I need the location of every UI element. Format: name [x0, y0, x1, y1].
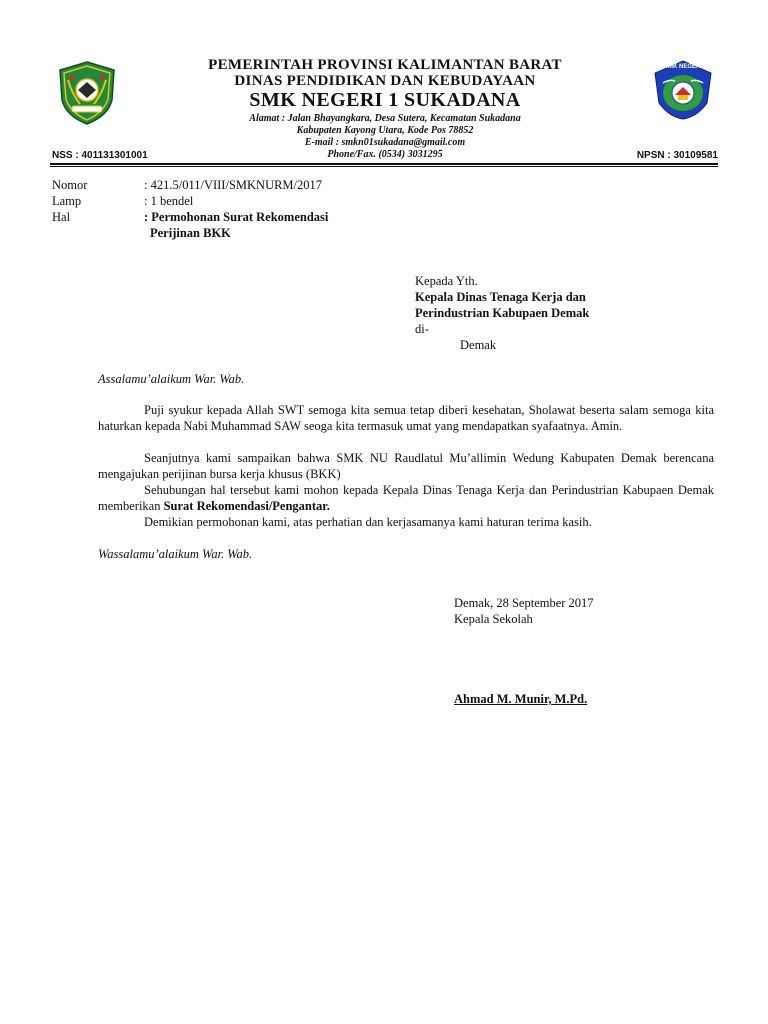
lamp-value: : 1 bendel — [144, 194, 194, 208]
letterhead-department: DINAS PENDIDIKAN DAN KEBUDAYAAN — [234, 73, 536, 89]
nomor-value: : 421.5/011/VIII/SMKNURM/2017 — [144, 178, 323, 192]
letterhead-email: E-mail : smkn01sukadana@gmail.com — [304, 137, 466, 148]
signatory-name: Ahmad M. Munir, M.Pd. — [454, 692, 588, 706]
paragraph-3-bold: Surat Rekomendasi/Pengantar. — [163, 499, 330, 513]
paragraph-4: Demikian permohonan kami, atas perhatian dan kerjasamanya kami haturan terima kasih. — [144, 515, 592, 529]
hal-value-line-1: : Permohonan Surat Rekomendasi — [144, 210, 329, 224]
letterhead-address-1: Alamat : Jalan Bhayangkara, Desa Sutera, Kecamatan Sukadana — [249, 113, 521, 124]
greeting: Assalamu’alaikum War. Wab. — [98, 372, 245, 386]
letterhead-divider-thin — [50, 166, 718, 167]
letterhead-school-name: SMK NEGERI 1 SUKADANA — [249, 89, 521, 111]
recipient-di: di- — [415, 322, 429, 336]
recipient-city: Demak — [460, 338, 497, 352]
paragraph-2: Seanjutnya kami sampaikan bahwa SMK NU Raudlatul Mu’allimin Wedung Kabupaten Demak berencana mengajukan perijinan bursa kerja khusus (BKK) — [98, 451, 714, 481]
province-emblem-icon — [56, 60, 118, 126]
lamp-label: Lamp — [52, 194, 82, 208]
npsn-number: NPSN : 30109581 — [636, 150, 718, 161]
paragraph-1: Puji syukur kepada Allah SWT semoga kita semua tetap diberi kesehatan, Sholawat beserta salam semoga kita haturkan kepada Nabi Muhammad SAW seoga kita termasuk umat yang mendapatkan syafaatnya. Amin. — [98, 403, 714, 433]
place-date: Demak, 28 September 2017 — [454, 596, 594, 610]
recipient-title-2: Perindustrian Kabupaen Demak — [415, 306, 590, 320]
signatory-position: Kepala Sekolah — [454, 612, 533, 626]
nomor-label: Nomor — [52, 178, 88, 192]
hal-value-line-2: Perijinan BKK — [150, 226, 231, 240]
recipient-salutation: Kepada Yth. — [415, 274, 478, 288]
hal-label: Hal — [52, 210, 71, 224]
paragraph-3-text: Sehubungan hal tersebut kami mohon kepada Kepala Dinas Tenaga Kerja dan Perindustrian Kabupaen Demak memberikan — [98, 483, 714, 513]
letterhead-phone: Phone/Fax. (0534) 3031295 — [327, 149, 443, 160]
letterhead-divider-thick — [50, 163, 718, 165]
recipient-title-1: Kepala Dinas Tenaga Kerja dan — [415, 290, 586, 304]
nss-number: NSS : 401131301001 — [52, 150, 148, 161]
school-emblem-text: SMK NEGERI 1 — [664, 64, 708, 70]
closing-greeting: Wassalamu’alaikum War. Wab. — [98, 547, 253, 561]
letterhead-address-2: Kabupaten Kayong Utara, Kode Pos 78852 — [296, 125, 474, 136]
letterhead-government: PEMERINTAH PROVINSI KALIMANTAN BARAT — [208, 57, 562, 73]
paragraph-3 — [98, 482, 714, 514]
